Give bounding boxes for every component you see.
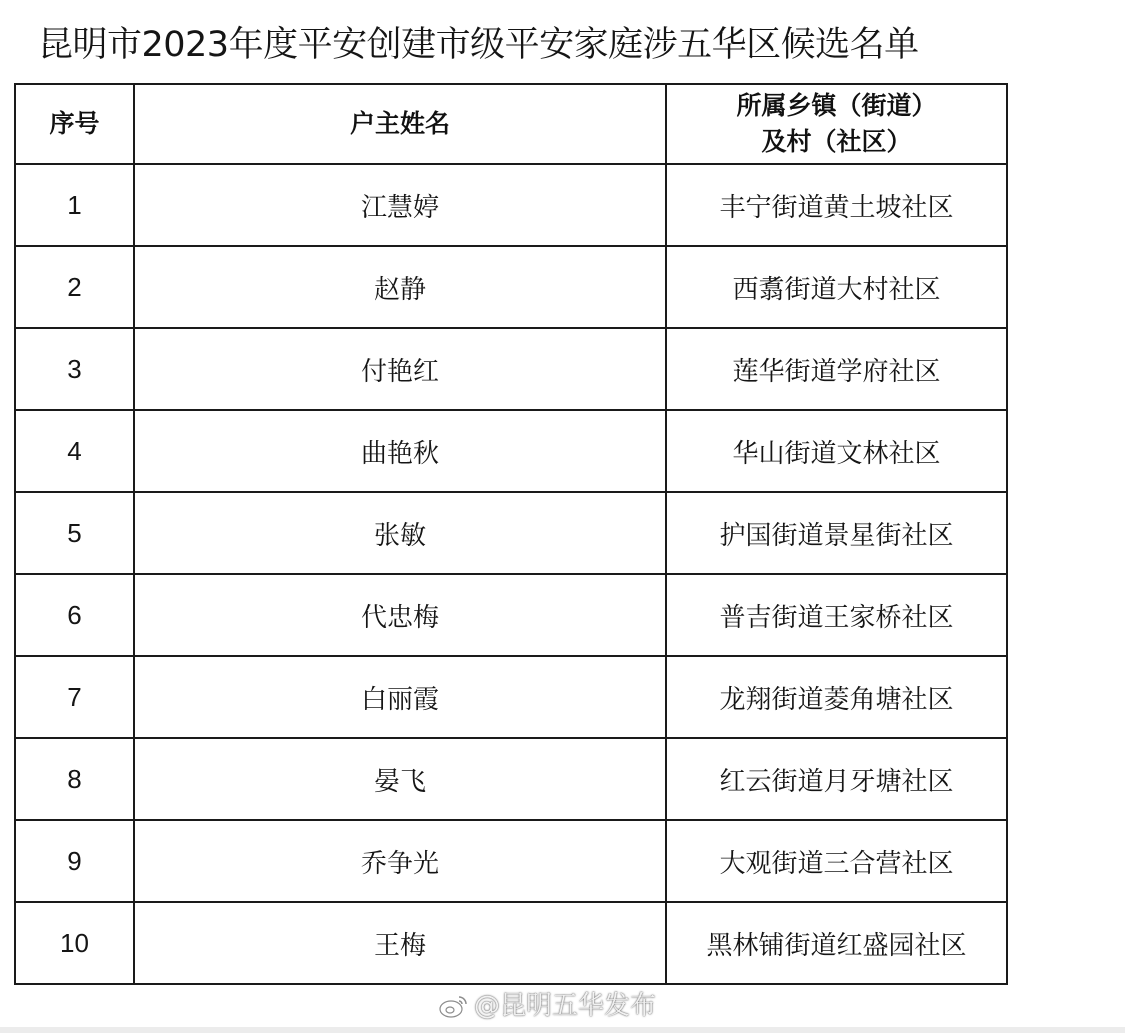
table-row: [15, 902, 1007, 984]
table-row: [15, 164, 1007, 246]
column-header-index: 序号: [15, 84, 134, 164]
table-row: [15, 492, 1007, 574]
column-header-location: [666, 84, 1007, 164]
watermark-text: @昆明五华发布: [474, 991, 657, 1021]
row-location: 龙翔街道菱角塘社区: [666, 656, 1007, 738]
row-location: 莲华街道学府社区: [666, 328, 1007, 410]
row-name: 赵静: [134, 246, 666, 328]
row-location: 华山街道文林社区: [666, 410, 1007, 492]
row-location: 大观街道三合营社区: [666, 820, 1007, 902]
column-header-location-line2: 及村（社区）: [761, 127, 912, 156]
row-index: 8: [15, 738, 134, 820]
table-row: [15, 820, 1007, 902]
row-index: 5: [15, 492, 134, 574]
table-header-row: [15, 84, 1007, 164]
row-index: 3: [15, 328, 134, 410]
row-location: 普吉街道王家桥社区: [666, 574, 1007, 656]
row-location: 西翥街道大村社区: [666, 246, 1007, 328]
document-title: 昆明市2023年度平安创建市级平安家庭涉五华区候选名单: [38, 25, 919, 65]
row-index: 4: [15, 410, 134, 492]
row-name: 代忠梅: [134, 574, 666, 656]
row-location: 红云街道月牙塘社区: [666, 738, 1007, 820]
row-name: 晏飞: [134, 738, 666, 820]
row-name: 张敏: [134, 492, 666, 574]
table-row: [15, 328, 1007, 410]
row-location: 丰宁街道黄土坡社区: [666, 164, 1007, 246]
table-row: [15, 738, 1007, 820]
row-name: 王梅: [134, 902, 666, 984]
column-header-name: 户主姓名: [134, 84, 666, 164]
table-row: [15, 574, 1007, 656]
row-name: 江慧婷: [134, 164, 666, 246]
row-location: 黑林铺街道红盛园社区: [666, 902, 1007, 984]
row-name: 曲艳秋: [134, 410, 666, 492]
column-header-location-line1: 所属乡镇（街道）: [736, 91, 937, 120]
row-name: 白丽霞: [134, 656, 666, 738]
weibo-watermark: [438, 986, 656, 1026]
candidate-list-table: [14, 83, 1008, 985]
row-index: 6: [15, 574, 134, 656]
bottom-edge: [0, 1027, 1125, 1033]
row-index: 2: [15, 246, 134, 328]
table-row: [15, 246, 1007, 328]
table-row: [15, 410, 1007, 492]
row-name: 付艳红: [134, 328, 666, 410]
row-index: 9: [15, 820, 134, 902]
row-location: 护国街道景星街社区: [666, 492, 1007, 574]
row-index: 10: [15, 902, 134, 984]
row-index: 7: [15, 656, 134, 738]
row-index: 1: [15, 164, 134, 246]
row-name: 乔争光: [134, 820, 666, 902]
table-row: [15, 656, 1007, 738]
weibo-icon: [438, 992, 470, 1020]
